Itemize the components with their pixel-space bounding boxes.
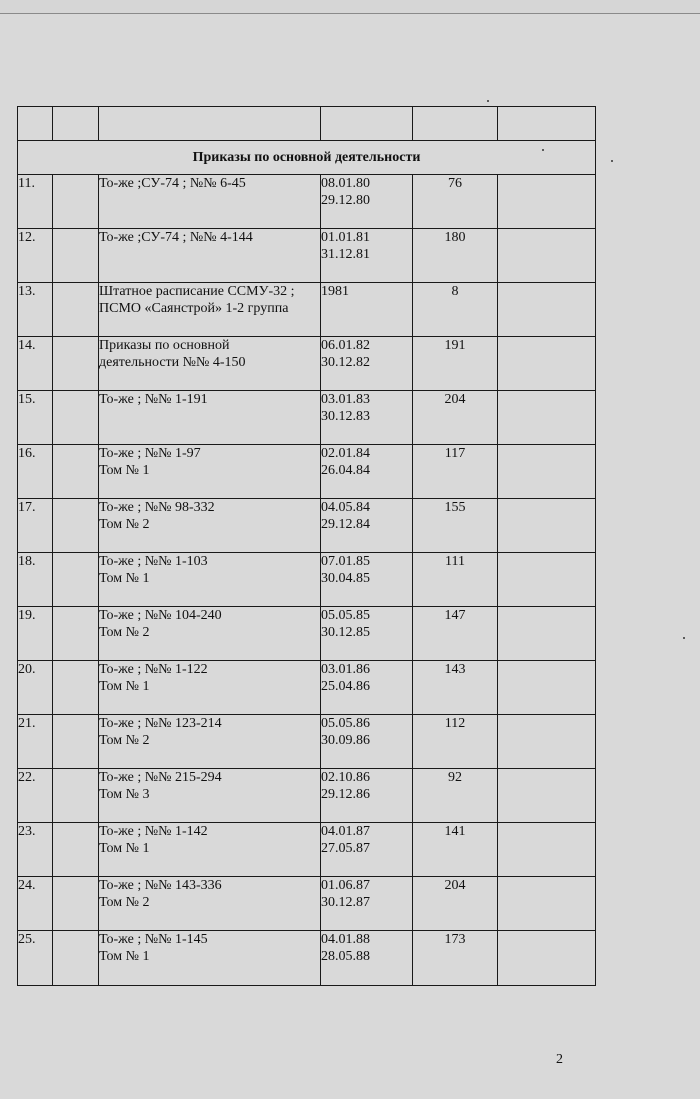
inventory-table bbox=[17, 106, 596, 986]
row-dates bbox=[321, 715, 413, 769]
empty-cell bbox=[498, 391, 596, 445]
row-number: 15. bbox=[18, 391, 53, 445]
row-number: 11. bbox=[18, 175, 53, 229]
row-title-line: То-же ; №№ 1-97 bbox=[99, 446, 201, 461]
empty-cell bbox=[498, 769, 596, 823]
row-number: 23. bbox=[18, 823, 53, 877]
row-dates bbox=[321, 391, 413, 445]
table-row bbox=[18, 337, 596, 391]
row-title-line: Том № 1 bbox=[99, 571, 150, 586]
row-title-line: Том № 3 bbox=[99, 787, 150, 802]
row-title-line: То-же ; №№ 1-142 bbox=[99, 824, 208, 839]
scan-speck bbox=[487, 100, 489, 102]
row-dates bbox=[321, 229, 413, 283]
row-date: 06.01.82 bbox=[321, 338, 370, 353]
table-row bbox=[18, 661, 596, 715]
scan-speck bbox=[683, 637, 685, 639]
row-title-line: Том № 2 bbox=[99, 517, 150, 532]
row-date: 07.01.85 bbox=[321, 554, 370, 569]
row-sheet-count: 111 bbox=[413, 553, 498, 607]
row-date: 04.05.84 bbox=[321, 500, 370, 515]
row-date: 05.05.86 bbox=[321, 716, 370, 731]
row-dates bbox=[321, 337, 413, 391]
row-title-line: Том № 1 bbox=[99, 679, 150, 694]
table-row bbox=[18, 229, 596, 283]
empty-cell bbox=[53, 715, 99, 769]
row-title-line: То-же ; №№ 98-332 bbox=[99, 500, 215, 515]
row-date: 30.12.83 bbox=[321, 409, 370, 424]
table-row bbox=[18, 769, 596, 823]
row-title-line: Том № 2 bbox=[99, 895, 150, 910]
row-sheet-count: 76 bbox=[413, 175, 498, 229]
row-title-line: То-же ; №№ 1-191 bbox=[99, 392, 208, 407]
row-date: 03.01.83 bbox=[321, 392, 370, 407]
row-sheet-count: 141 bbox=[413, 823, 498, 877]
empty-cell bbox=[53, 877, 99, 931]
empty-cell bbox=[498, 661, 596, 715]
row-title-line: То-же ; №№ 143-336 bbox=[99, 878, 222, 893]
row-date: 02.10.86 bbox=[321, 770, 370, 785]
row-date: 30.04.85 bbox=[321, 571, 370, 586]
row-number: 17. bbox=[18, 499, 53, 553]
row-title bbox=[99, 715, 321, 769]
row-dates bbox=[321, 553, 413, 607]
row-dates bbox=[321, 823, 413, 877]
row-title-line: Приказы по основной bbox=[99, 338, 230, 353]
row-date: 30.12.82 bbox=[321, 355, 370, 370]
row-date: 03.01.86 bbox=[321, 662, 370, 677]
row-date: 01.06.87 bbox=[321, 878, 370, 893]
table-row bbox=[18, 931, 596, 986]
row-title bbox=[99, 931, 321, 986]
empty-cell bbox=[53, 229, 99, 283]
row-dates bbox=[321, 445, 413, 499]
empty-cell bbox=[53, 607, 99, 661]
row-sheet-count: 155 bbox=[413, 499, 498, 553]
row-sheet-count: 180 bbox=[413, 229, 498, 283]
row-dates bbox=[321, 877, 413, 931]
row-title bbox=[99, 553, 321, 607]
table-row-blank bbox=[18, 107, 596, 141]
table-row bbox=[18, 715, 596, 769]
row-date: 30.09.86 bbox=[321, 733, 370, 748]
empty-cell bbox=[498, 499, 596, 553]
row-title-line: То-же ; №№ 1-103 bbox=[99, 554, 208, 569]
row-date: 28.05.88 bbox=[321, 949, 370, 964]
empty-cell bbox=[53, 445, 99, 499]
table-row bbox=[18, 877, 596, 931]
row-date: 25.04.86 bbox=[321, 679, 370, 694]
table-row bbox=[18, 823, 596, 877]
row-sheet-count: 191 bbox=[413, 337, 498, 391]
row-title-line: ПСМО «Саянстрой» 1-2 группа bbox=[99, 301, 289, 316]
table-row bbox=[18, 283, 596, 337]
row-sheet-count: 117 bbox=[413, 445, 498, 499]
row-title bbox=[99, 283, 321, 337]
row-title bbox=[99, 337, 321, 391]
empty-cell bbox=[498, 607, 596, 661]
row-title-line: Том № 2 bbox=[99, 625, 150, 640]
scan-speck bbox=[542, 149, 544, 151]
row-date: 02.01.84 bbox=[321, 446, 370, 461]
row-number: 24. bbox=[18, 877, 53, 931]
row-title-line: То-же ; №№ 1-145 bbox=[99, 932, 208, 947]
row-number: 14. bbox=[18, 337, 53, 391]
row-title-line: Том № 1 bbox=[99, 841, 150, 856]
row-sheet-count: 173 bbox=[413, 931, 498, 986]
table-row bbox=[18, 391, 596, 445]
row-date: 30.12.87 bbox=[321, 895, 370, 910]
empty-cell bbox=[498, 283, 596, 337]
empty-cell bbox=[498, 175, 596, 229]
row-date: 01.01.81 bbox=[321, 230, 370, 245]
row-sheet-count: 112 bbox=[413, 715, 498, 769]
row-date: 27.05.87 bbox=[321, 841, 370, 856]
row-title-line: То-же ; №№ 123-214 bbox=[99, 716, 222, 731]
row-dates bbox=[321, 607, 413, 661]
row-title bbox=[99, 823, 321, 877]
empty-cell bbox=[53, 175, 99, 229]
row-date: 29.12.84 bbox=[321, 517, 370, 532]
row-title bbox=[99, 769, 321, 823]
section-title: Приказы по основной деятельности bbox=[18, 141, 596, 175]
row-sheet-count: 143 bbox=[413, 661, 498, 715]
row-title-line: Том № 1 bbox=[99, 463, 150, 478]
row-title-line: Том № 1 bbox=[99, 949, 150, 964]
empty-cell bbox=[53, 661, 99, 715]
empty-cell bbox=[498, 823, 596, 877]
row-title-line: То-же ;СУ-74 ; №№ 6-45 bbox=[99, 176, 246, 191]
empty-cell bbox=[53, 553, 99, 607]
row-date: 04.01.88 bbox=[321, 932, 370, 947]
row-title-line: То-же ; №№ 104-240 bbox=[99, 608, 222, 623]
row-date: 31.12.81 bbox=[321, 247, 370, 262]
row-title-line: То-же ; №№ 215-294 bbox=[99, 770, 222, 785]
empty-cell bbox=[53, 499, 99, 553]
row-title-line: Том № 2 bbox=[99, 733, 150, 748]
row-title bbox=[99, 445, 321, 499]
row-dates bbox=[321, 283, 413, 337]
row-dates bbox=[321, 499, 413, 553]
table-row bbox=[18, 607, 596, 661]
row-number: 25. bbox=[18, 931, 53, 986]
row-date: 1981 bbox=[321, 284, 349, 299]
table-row bbox=[18, 553, 596, 607]
row-number: 12. bbox=[18, 229, 53, 283]
empty-cell bbox=[53, 931, 99, 986]
table-row bbox=[18, 445, 596, 499]
row-title-line: То-же ; №№ 1-122 bbox=[99, 662, 208, 677]
row-sheet-count: 204 bbox=[413, 877, 498, 931]
row-title bbox=[99, 391, 321, 445]
row-title-line: Штатное расписание ССМУ-32 ; bbox=[99, 284, 295, 299]
row-number: 13. bbox=[18, 283, 53, 337]
row-dates bbox=[321, 931, 413, 986]
table-row bbox=[18, 175, 596, 229]
row-title-line: То-же ;СУ-74 ; №№ 4-144 bbox=[99, 230, 253, 245]
row-title bbox=[99, 499, 321, 553]
scan-speck bbox=[611, 160, 613, 162]
row-dates bbox=[321, 175, 413, 229]
empty-cell bbox=[53, 823, 99, 877]
row-date: 29.12.80 bbox=[321, 193, 370, 208]
row-number: 20. bbox=[18, 661, 53, 715]
row-title-line: деятельности №№ 4-150 bbox=[99, 355, 246, 370]
row-number: 16. bbox=[18, 445, 53, 499]
page-number: 2 bbox=[556, 1052, 563, 1067]
row-date: 29.12.86 bbox=[321, 787, 370, 802]
row-number: 22. bbox=[18, 769, 53, 823]
row-date: 05.05.85 bbox=[321, 608, 370, 623]
empty-cell bbox=[498, 931, 596, 986]
row-title bbox=[99, 877, 321, 931]
empty-cell bbox=[53, 769, 99, 823]
row-date: 26.04.84 bbox=[321, 463, 370, 478]
table-row bbox=[18, 499, 596, 553]
row-number: 21. bbox=[18, 715, 53, 769]
row-title bbox=[99, 175, 321, 229]
row-number: 18. bbox=[18, 553, 53, 607]
row-date: 30.12.85 bbox=[321, 625, 370, 640]
empty-cell bbox=[498, 553, 596, 607]
empty-cell bbox=[53, 391, 99, 445]
empty-cell bbox=[53, 283, 99, 337]
empty-cell bbox=[498, 445, 596, 499]
row-title bbox=[99, 229, 321, 283]
row-number: 19. bbox=[18, 607, 53, 661]
row-date: 08.01.80 bbox=[321, 176, 370, 191]
empty-cell bbox=[498, 229, 596, 283]
empty-cell bbox=[498, 337, 596, 391]
row-date: 04.01.87 bbox=[321, 824, 370, 839]
row-sheet-count: 8 bbox=[413, 283, 498, 337]
empty-cell bbox=[498, 715, 596, 769]
section-header-row bbox=[18, 141, 596, 175]
row-sheet-count: 204 bbox=[413, 391, 498, 445]
row-sheet-count: 92 bbox=[413, 769, 498, 823]
row-dates bbox=[321, 661, 413, 715]
row-title bbox=[99, 607, 321, 661]
row-dates bbox=[321, 769, 413, 823]
empty-cell bbox=[498, 877, 596, 931]
row-title bbox=[99, 661, 321, 715]
empty-cell bbox=[53, 337, 99, 391]
row-sheet-count: 147 bbox=[413, 607, 498, 661]
